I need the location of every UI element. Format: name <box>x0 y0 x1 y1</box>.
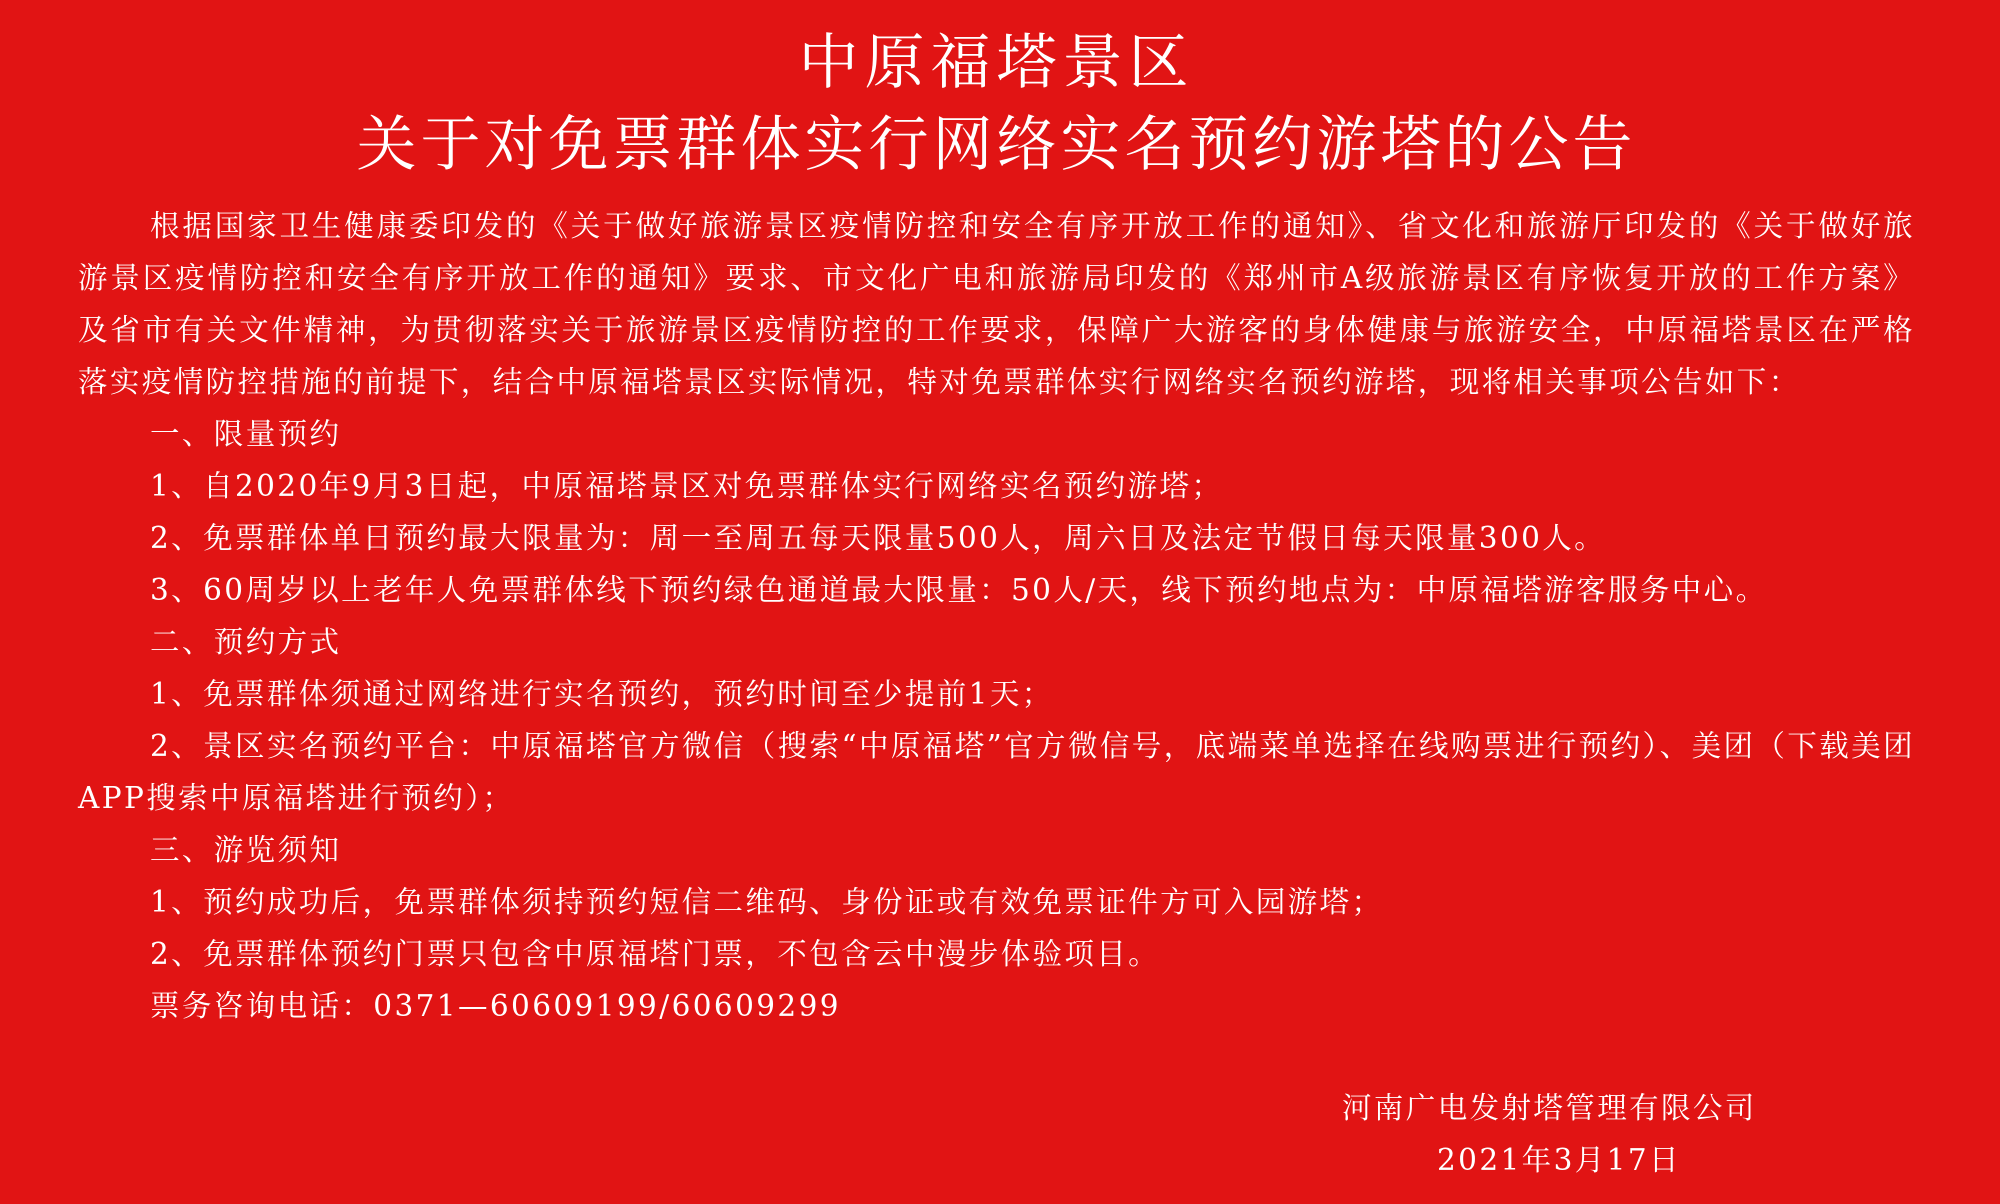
section-heading-method: 二、预约方式 <box>150 625 342 659</box>
signature-date: 2021年3月17日 <box>1437 1143 1681 1177</box>
ticket-hotline: 票务咨询电话：0371—60609199/60609299 <box>150 989 841 1023</box>
section-heading-notice: 三、游览须知 <box>150 833 342 867</box>
method-item-1: 1、免票群体须通过网络进行实名预约，预约时间至少提前1天； <box>150 677 1054 711</box>
notice-item-2: 2、免票群体预约门票只包含中原福塔门票，不包含云中漫步体验项目。 <box>150 937 1161 971</box>
section-heading-quota: 一、限量预约 <box>150 417 342 451</box>
title-announcement: 关于对免票群体实行网络实名预约游塔的公告 <box>356 110 1637 180</box>
signature-company: 河南广电发射塔管理有限公司 <box>1342 1091 1757 1125</box>
announcement-body <box>78 200 1915 1032</box>
method-item-2: 2、景区实名预约平台：中原福塔官方微信（搜索“中原福塔”官方微信号，底端菜单选择在线购票进行预约）、美团（下载美团APP搜索中原福塔进行预约）； <box>78 729 1915 815</box>
quota-item-1: 1、自2020年9月3日起，中原福塔景区对免票群体实行网络实名预约游塔； <box>150 469 1224 503</box>
quota-item-2: 2、免票群体单日预约最大限量为：周一至周五每天限量500人，周六日及法定节假日每天限量300人。 <box>150 521 1607 555</box>
notice-item-1: 1、预约成功后，免票群体须持预约短信二维码、身份证或有效免票证件方可入园游塔； <box>150 885 1384 919</box>
quota-item-3: 3、60周岁以上老年人免票群体线下预约绿色通道最大限量：50人/天，线下预约地点为：中原福塔游客服务中心。 <box>150 573 1768 607</box>
title-scenic-area: 中原福塔景区 <box>798 28 1195 98</box>
intro-paragraph: 根据国家卫生健康委印发的《关于做好旅游景区疫情防控和安全有序开放工作的通知》、省文化和旅游厅印发的《关于做好旅游景区疫情防控和安全有序开放工作的通知》要求、市文化广电和旅游局印发的《郑州市A级旅游景区有序恢复开放的工作方案》及省市有关文件精神，为贯彻落实关于旅游景区疫情防控的工作要求，保障广大游客的身体健康与旅游安全，中原福塔景区在严格落实疫情防控措施的前提下，结合中原福塔景区实际情况，特对免票群体实行网络实名预约游塔，现将相关事项公告如下： <box>78 209 1915 399</box>
